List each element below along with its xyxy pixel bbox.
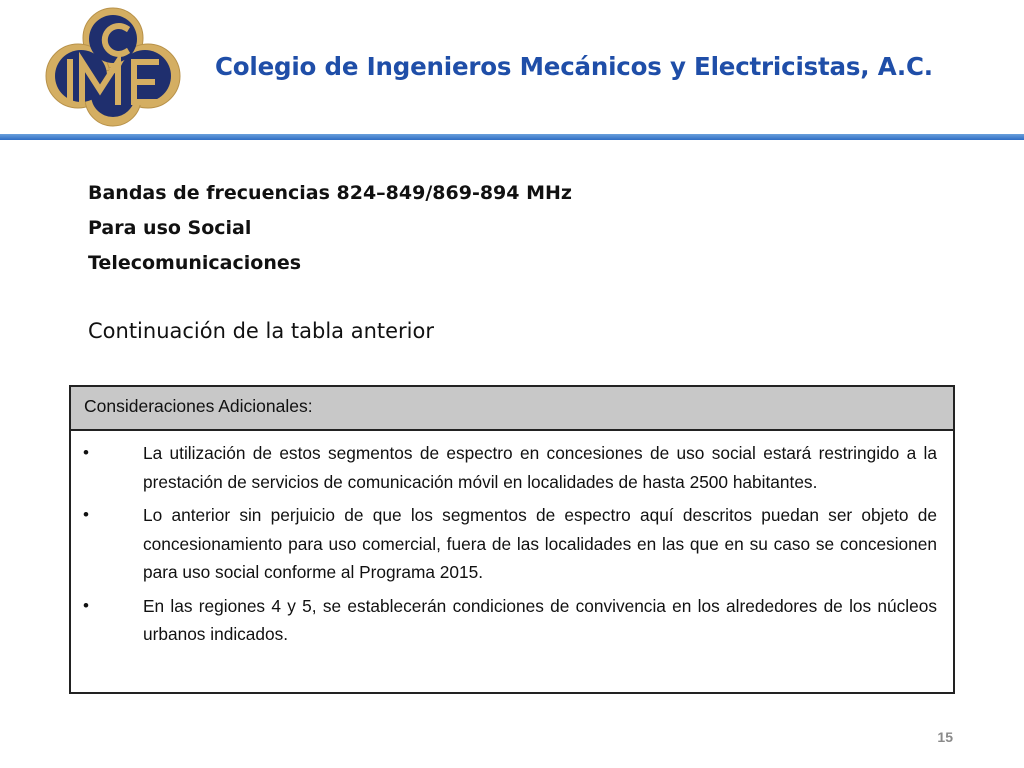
intro-block: [88, 176, 572, 349]
additional-considerations-table: [69, 385, 955, 694]
bullet-icon: •: [83, 443, 89, 462]
frequency-bands-line: Bandas de frecuencias 824–849/869-894 MHz: [88, 182, 572, 204]
social-use-line: Para uso Social: [88, 217, 252, 239]
telecom-line: Telecomunicaciones: [88, 252, 302, 274]
table-heading: Consideraciones Adicionales:: [71, 387, 953, 431]
page-title: Colegio de Ingenieros Mecánicos y Electricistas, A.C.: [215, 52, 933, 81]
list-item-text: Lo anterior sin perjuicio de que los segmentos de espectro aquí descritos puedan ser objeto de concesionamiento para uso comercial, fuera de las localidades en las que en su caso se concesionen para uso social conforme al Programa 2015.: [143, 505, 937, 582]
cime-logo: [44, 6, 182, 128]
page-number: 15: [937, 729, 953, 745]
list-item-text: La utilización de estos segmentos de espectro en concesiones de uso social estará restringido a la prestación de servicios de comunicación móvil en localidades de hasta 2500 habitantes.: [143, 443, 937, 492]
bullet-icon: •: [83, 595, 89, 615]
table-body: [71, 431, 953, 649]
list-item: [83, 439, 937, 496]
header-divider: [0, 134, 1024, 140]
list-item-text: En las regiones 4 y 5, se establecerán condiciones de convivencia en los alrededores de los núcleos urbanos indicados.: [143, 595, 937, 644]
list-item: [83, 501, 937, 587]
bullet-icon: •: [83, 505, 89, 524]
list-item: [83, 592, 937, 649]
continuation-line: Continuación de la tabla anterior: [88, 319, 434, 343]
